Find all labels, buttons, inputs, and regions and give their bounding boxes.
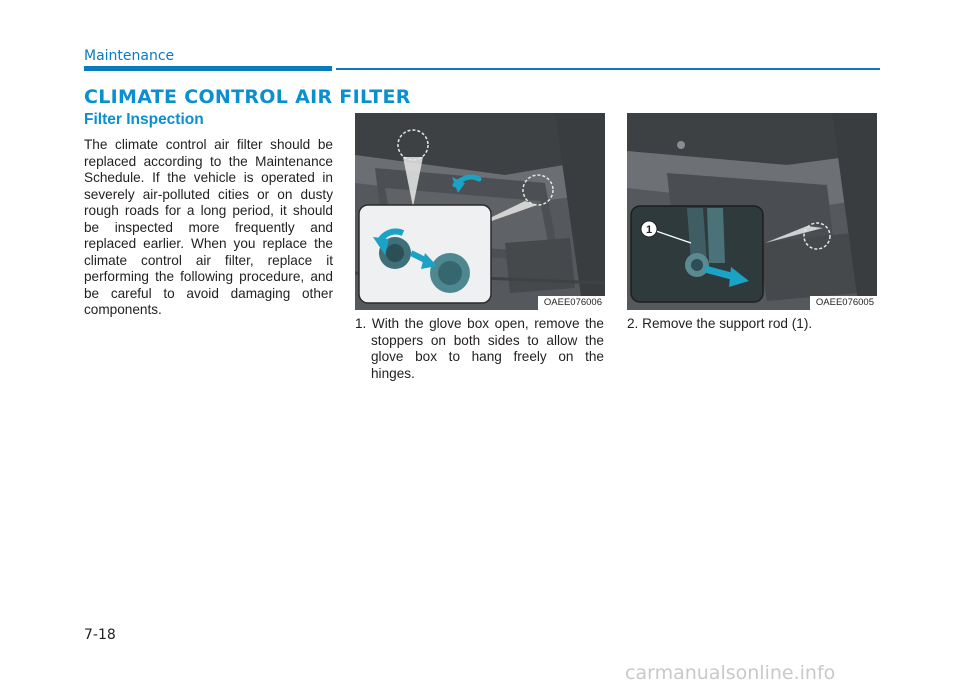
step-2 xyxy=(627,316,877,333)
glove-box-stopper-illustration xyxy=(355,113,605,310)
figure-support-rod xyxy=(627,113,877,310)
step-text-content: With the glove box open, remove the stoppers on both sides to allow the glove box to hang freely on the hinges. xyxy=(371,316,604,381)
header-rule-thick xyxy=(84,66,332,71)
watermark: carmanualsonline.info xyxy=(625,662,836,684)
page-number: 7-18 xyxy=(84,627,116,643)
step-number: 2. xyxy=(627,316,639,331)
section-label: Maintenance xyxy=(84,48,175,64)
figure-glove-box-stoppers xyxy=(355,113,605,310)
support-rod-illustration xyxy=(627,113,877,310)
subsection-heading: Filter Inspection xyxy=(84,111,204,128)
step-number: 1. xyxy=(355,316,367,331)
header-rule-thin xyxy=(336,68,880,70)
page-title: CLIMATE CONTROL AIR FILTER xyxy=(84,86,411,108)
step-1 xyxy=(355,316,604,382)
step-text: Remove the support rod (1). xyxy=(642,316,813,331)
step-text xyxy=(355,316,604,382)
figure-code: OAEE076005 xyxy=(810,296,877,310)
figure-code: OAEE076006 xyxy=(538,296,605,310)
callout-number: 1 xyxy=(645,224,653,236)
intro-paragraph: The climate control air filter should be replaced according to the Maintenance Schedule. If the vehicle is operated in severely air-polluted cities or on dusty rough roads for a long period, it should be inspected more frequently and replaced earlier. When you replace the climate control air filter, replace it performing the following procedure, and be careful to avoid damaging other components. xyxy=(84,137,333,317)
